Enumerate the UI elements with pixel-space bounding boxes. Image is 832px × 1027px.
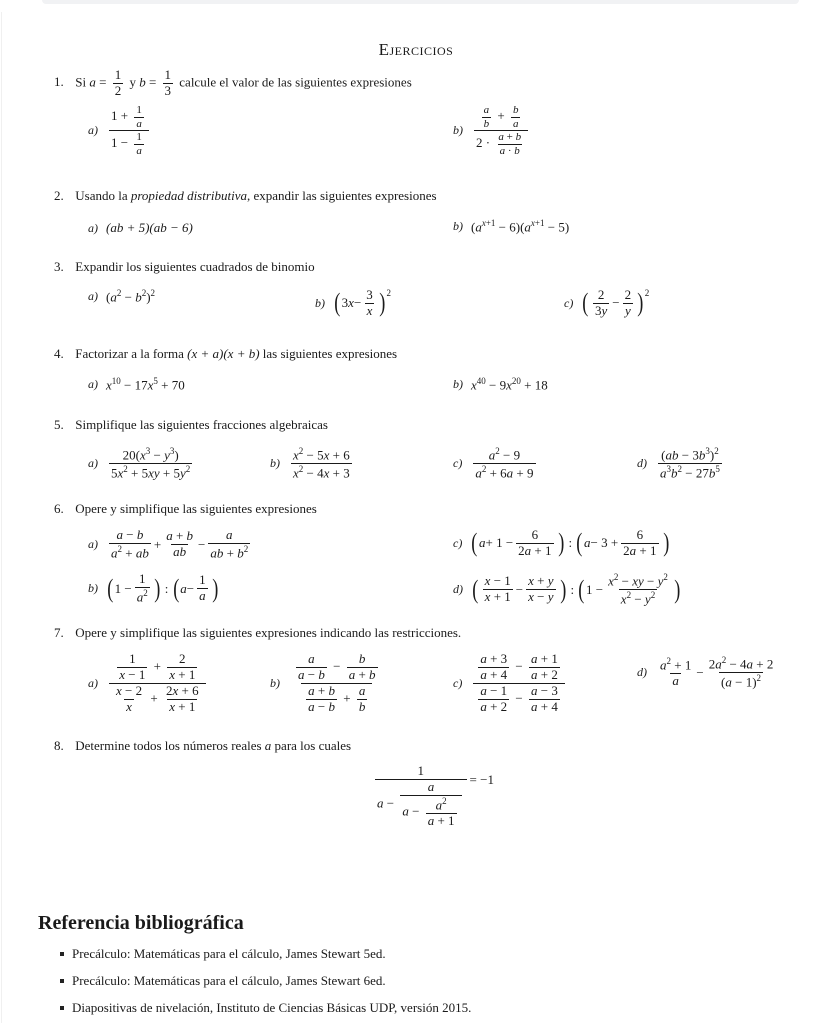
q7-item-a xyxy=(88,652,209,715)
expression: $\frac{1}{x - 1}$ + $\frac{2}{x + 1}$ $\frac{x - 2}{x}$ + $\frac{2x + 6}{x + 1}$ xyxy=(109,652,206,715)
text: y xyxy=(129,74,136,90)
expression: (ab + 5)(ab − 6) xyxy=(106,220,193,235)
q3-item-c xyxy=(564,288,649,319)
question-number: 4. xyxy=(54,346,64,361)
text: para los cuales xyxy=(274,738,352,753)
page-edge xyxy=(1,12,2,1023)
text: Opere y simplifique las siguientes expresiones xyxy=(75,501,317,516)
question-4 xyxy=(54,346,397,362)
expression: $\frac{20(x^3 - y^3)}{5x^2 + 5xy + 5y^2}$ xyxy=(111,446,191,481)
q7-item-b xyxy=(270,652,386,715)
item-label: c) xyxy=(564,295,574,310)
expression: $\frac{a + 3}{a + 4}$ − $\frac{a + 1}{a + 2}$ $\frac{a - 1}{a + 2}$ − $\frac{a - 3}{a + 4}$ xyxy=(473,652,565,715)
expression: $\frac{a}{a - b}$ − $\frac{b}{a + b}$ $\frac{a + b}{a - b}$ + $\frac{a}{b}$ xyxy=(298,651,376,714)
q6-item-d xyxy=(453,572,682,608)
item-label: d) xyxy=(637,456,647,471)
expression: ( 1 − $\frac{1}{a^2}$ ) : ( a − $\frac{1}{a}$ ) xyxy=(107,571,218,605)
expression: $\frac{x^2 - 5x + 6}{x^2 - 4x + 3}$ xyxy=(293,446,350,481)
item-label: a) xyxy=(88,537,98,552)
references-list xyxy=(60,946,471,1027)
q4-item-b xyxy=(453,376,548,393)
q5-item-b xyxy=(270,446,355,482)
text: Simplifique las siguientes fracciones algebraicas xyxy=(75,417,328,432)
text: Factorizar a la forma xyxy=(75,346,184,361)
expression: 1 + $\frac{1}{a}$ 1 − $\frac{1}{a}$ xyxy=(109,104,149,158)
numerator: 1 xyxy=(164,67,172,82)
question-number: 5. xyxy=(54,417,64,432)
q2-item-a xyxy=(88,220,193,236)
reference-item: Precálculo: Matemáticas para el cálculo, James Stewart 6ed. xyxy=(60,973,471,1000)
question-7 xyxy=(54,625,461,641)
item-label: c) xyxy=(453,535,463,550)
reference-item: Precálculo: Matemáticas para el cálculo, James Stewart 5ed. xyxy=(60,946,471,973)
item-label: b) xyxy=(315,295,325,310)
item-label: c) xyxy=(453,675,463,690)
q7-item-d xyxy=(637,655,778,691)
variable: a xyxy=(264,738,272,753)
question-3 xyxy=(54,259,315,275)
item-label: d) xyxy=(453,582,463,597)
expression: ( $\frac{x - 1}{x + 1}$ − $\frac{x + y}{x - y}$ ) : ( 1 − $\frac{x^2 - xy - y^2}{x^2 - y^2}$ ) xyxy=(472,572,681,607)
q5-item-c xyxy=(453,446,539,482)
expression: $\frac{(ab - 3b^3)^2}{a^3b^2 - 27b^5}$ xyxy=(660,446,720,481)
text: , expandir las siguientes expresiones xyxy=(247,188,437,203)
item-label: a) xyxy=(88,123,98,138)
expression: $x^{40} - 9x^{20} + 18$ xyxy=(471,376,548,393)
expression: ( 3 x − $\frac{3}{x}$ ) $^2$ xyxy=(334,287,391,318)
item-label: b) xyxy=(88,581,98,596)
q4-item-a xyxy=(88,376,185,393)
q1-item-a xyxy=(88,104,152,158)
item-label: a) xyxy=(88,377,98,392)
text: Determine todos los números reales xyxy=(75,738,262,753)
q6-item-a xyxy=(88,528,253,561)
q1-item-b xyxy=(453,104,531,158)
denominator: 3 xyxy=(164,82,172,98)
item-label: a) xyxy=(88,456,98,471)
numerator: 1 xyxy=(114,67,122,82)
text: las siguientes expresiones xyxy=(262,346,398,361)
question-number: 6. xyxy=(54,501,64,516)
expression: $(a^2 - b^2)^2$ xyxy=(106,288,156,305)
item-label: a) xyxy=(88,675,98,690)
q6-item-b xyxy=(88,572,219,605)
question-number: 2. xyxy=(54,188,64,203)
reference-item: Diapositivas de nivelación, Instituto de Ciencias Básicas UDP, versión 2015. xyxy=(60,1000,471,1027)
page-title: Ejercicios xyxy=(378,40,454,59)
question-number: 1. xyxy=(54,74,64,90)
expression: $\frac{a^2 + 1}{a}$ − $\frac{2a^2 - 4a + 2}{(a - 1)^2}$ xyxy=(660,655,774,690)
q3-item-b xyxy=(315,288,391,319)
q2-item-b xyxy=(453,218,569,235)
text: calcule el valor de las siguientes expresiones xyxy=(179,74,412,90)
expression: ( a + 1 − $\frac{6}{2a + 1}$ ) : ( a − 3 + $\frac{6}{2a + 1}$ ) xyxy=(471,527,669,558)
q8-equation xyxy=(372,764,494,829)
expression: $\frac{a}{b}$ + $\frac{b}{a}$ 2 · $\frac{a + b}{a \cdot b}$ xyxy=(474,104,528,158)
text: Expandir los siguientes cuadrados de binomio xyxy=(75,259,315,274)
question-8 xyxy=(54,738,351,754)
q6-item-c xyxy=(453,528,670,559)
q3-item-a xyxy=(88,288,155,305)
item-label: a) xyxy=(88,220,98,235)
text: Opere y simplifique las siguientes expresiones indicando las restricciones. xyxy=(75,625,462,640)
denominator: 2 xyxy=(114,82,122,98)
references-heading: Referencia bibliográfica xyxy=(38,912,244,934)
question-2 xyxy=(54,188,437,204)
item-label: c) xyxy=(453,456,463,471)
question-number: 7. xyxy=(54,625,64,640)
item-label: b) xyxy=(453,123,463,138)
question-5 xyxy=(54,417,328,433)
expression: $(a^{x+1} - 6)(a^{x+1} - 5)$ xyxy=(471,218,570,235)
expression: $\frac{a - b}{a^2 + ab}$ + $\frac{a + b}{ab}$ − $\frac{a}{ab + b^2}$ xyxy=(111,527,249,561)
q5-item-d xyxy=(637,446,725,482)
expression: ( $\frac{2}{3y}$ − $\frac{2}{y}$ ) $^2$ xyxy=(582,287,650,318)
item-label: a) xyxy=(88,289,98,304)
expression: (x + a)(x + b) xyxy=(187,346,260,361)
fraction xyxy=(163,68,174,99)
equation-rhs: = −1 xyxy=(469,772,494,787)
question-6 xyxy=(54,501,317,517)
text: Si xyxy=(75,74,87,90)
expression: 1 a − a a − $\frac{a^2}{a + 1}$ xyxy=(375,764,467,829)
item-label: b) xyxy=(270,675,280,690)
item-label: b) xyxy=(453,377,463,392)
question-1: 1. Si a = $\frac{1}{2}$ y b = $\frac{1}{3}$ calcule el valor de las siguientes expresiones xyxy=(54,67,412,98)
fraction xyxy=(113,68,124,99)
emphasis: propiedad distributiva xyxy=(130,188,248,203)
item-label: b) xyxy=(453,219,463,234)
expression: $\frac{a^2 - 9}{a^2 + 6a + 9}$ xyxy=(475,446,534,481)
text: Usando la xyxy=(75,188,128,203)
q5-item-a xyxy=(88,446,195,482)
question-number: 3. xyxy=(54,259,64,274)
item-label: d) xyxy=(637,665,647,680)
question-number: 8. xyxy=(54,738,64,753)
expression: $x^{10} - 17x^5 + 70$ xyxy=(106,376,185,393)
q7-item-c xyxy=(453,652,568,715)
top-bar xyxy=(42,0,799,4)
item-label: b) xyxy=(270,456,280,471)
